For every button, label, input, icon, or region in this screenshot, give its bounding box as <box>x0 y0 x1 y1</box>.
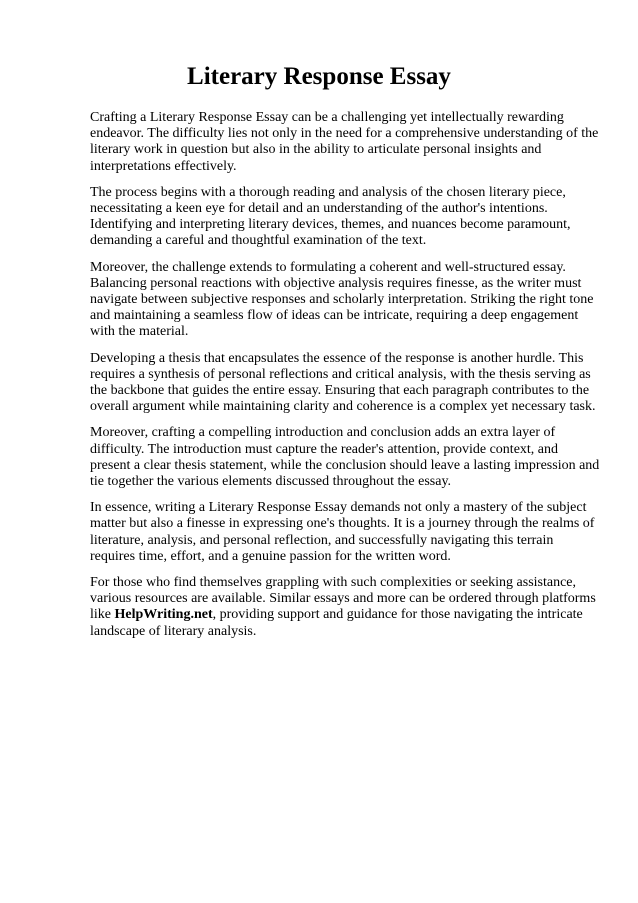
paragraph-intro: Crafting a Literary Response Essay can be a challenging yet intellectually rewarding endeavor. The difficulty lies not only in the need for a comprehensive understanding of the literary work in question but also in the ability to articulate personal insights and interpretations effectively. <box>90 110 599 174</box>
resources-text-before: For those who find themselves grappling with such complexities or seeking assistance, various resources are available. Similar essays and more can be ordered through platforms like <box>90 575 596 623</box>
paragraph-intro-conclusion: Moreover, crafting a compelling introduction and conclusion adds an extra layer of difficulty. The introduction must capture the reader's attention, provide context, and present a clear thesis statement, while the conclusion should leave a lasting impression and tie together the various elements discussed throughout the essay. <box>90 425 600 490</box>
helpwriting-link[interactable]: HelpWriting.net <box>114 607 213 623</box>
paragraph-process: The process begins with a thorough reading and analysis of the chosen literary piece, necessitating a keen eye for detail and an understanding of the author's intentions. Identifying and interpreting literary devices, themes, and nuances become paramount, demanding a careful and thoughtful examination of the text. <box>90 184 571 249</box>
paragraph-thesis: Developing a thesis that encapsulates the essence of the response is another hurdle. This requires a synthesis of personal reflections and critical analysis, with the thesis serving as the backbone that guides the entire essay. Ensuring that each paragraph contributes to the overall argument while maintaining clarity and coherence is a complex yet necessary task. <box>90 350 596 415</box>
page-title: Literary Response Essay <box>187 63 451 90</box>
essay-body <box>90 110 600 650</box>
paragraph-essence: In essence, writing a Literary Response Essay demands not only a mastery of the subject matter but also a finesse in expressing one's thoughts. It is a journey through the realms of literature, analysis, and personal reflection, and successfully navigating this terrain requires time, effort, and a genuine passion for the written word. <box>90 500 595 564</box>
paragraph-structure: Moreover, the challenge extends to formulating a coherent and well-structured essay. Balancing personal reactions with objective analysis requires finesse, as the writer must navigate between subjective responses and scholarly interpretation. Striking the right tone and maintaining a seamless flow of ideas can be intricate, requiring a deep engagement with the material. <box>90 259 594 340</box>
resources-text-after: , providing support and guidance for those navigating the intricate landscape of literary analysis. <box>90 607 583 639</box>
paragraph-resources <box>90 575 600 640</box>
